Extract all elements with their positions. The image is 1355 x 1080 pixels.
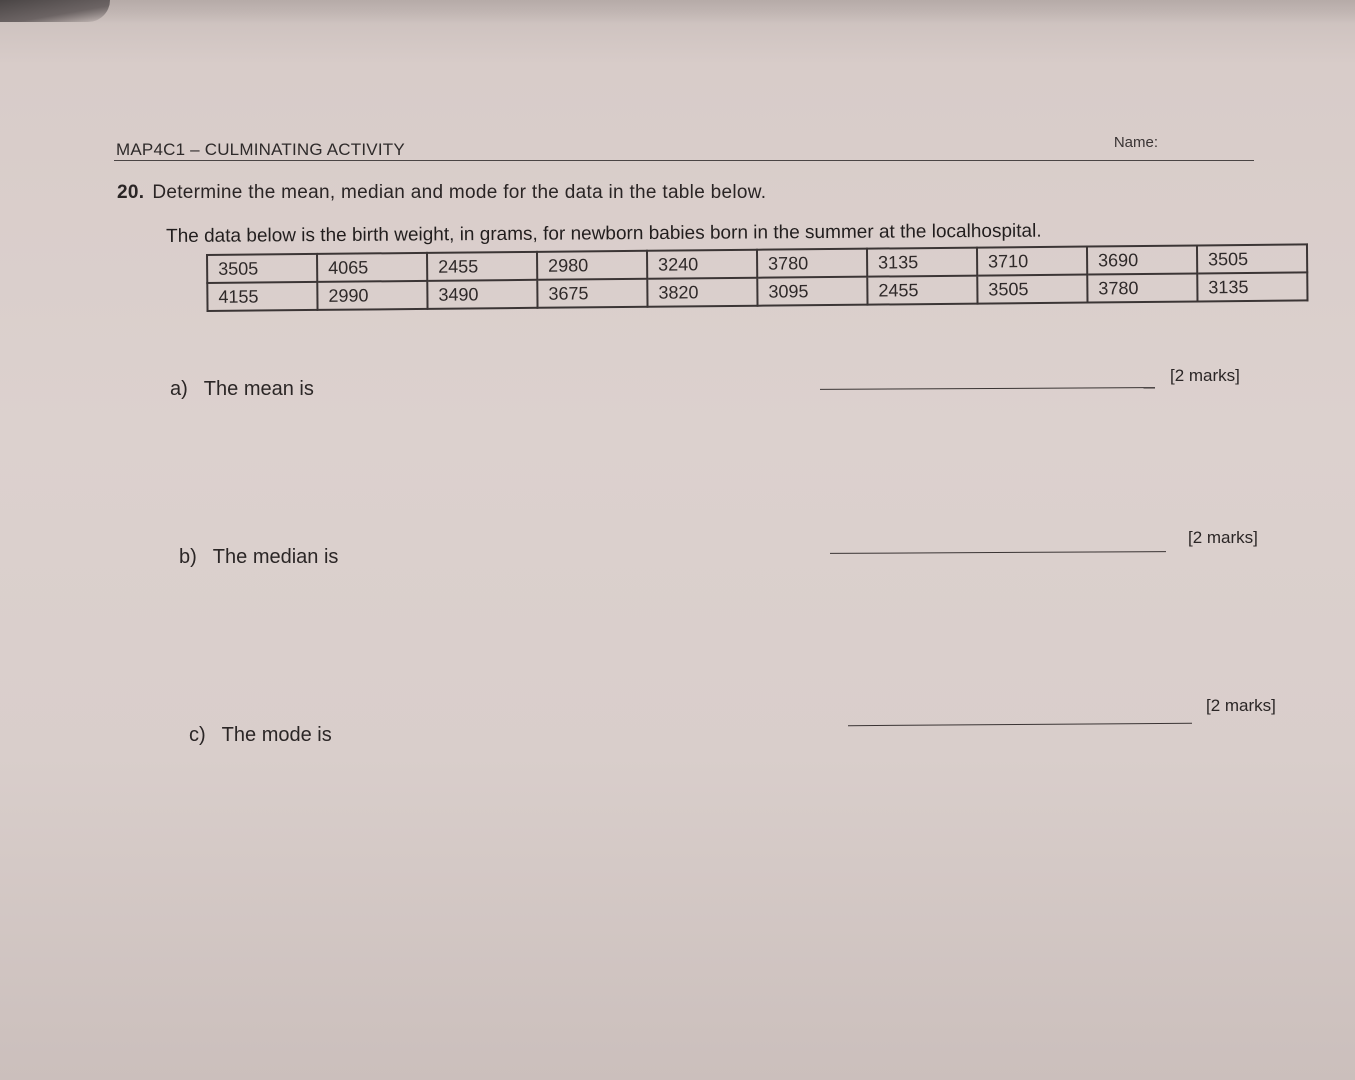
part-b: [179, 546, 338, 569]
part-c: [189, 724, 332, 747]
marks-c: [2 marks]: [1206, 696, 1276, 715]
table-cell: 3505: [207, 254, 317, 283]
table-cell: 4155: [207, 282, 317, 311]
answer-line-mode[interactable]: [848, 723, 1192, 726]
birth-weight-table: [206, 243, 1309, 312]
course-title: MAP4C1 – CULMINATING ACTIVITY: [116, 140, 405, 159]
question-text: Determine the mean, median and mode for the data in the table below.: [152, 182, 767, 203]
table-cell: 3710: [977, 247, 1087, 276]
answer-line-median[interactable]: [830, 551, 1166, 554]
table-cell: 3690: [1087, 245, 1197, 274]
name-label: Name:: [1113, 134, 1158, 151]
part-c-label: The mode is: [221, 724, 332, 746]
part-a-label: The mean is: [203, 378, 314, 400]
question-prompt: [117, 182, 766, 204]
table-cell: 3135: [867, 248, 977, 277]
table-cell: 2980: [537, 251, 647, 280]
table-cell: 3135: [1197, 272, 1307, 301]
worksheet-header: [114, 136, 1254, 161]
table-cell: 3095: [757, 277, 867, 306]
marks-a: [2 marks]: [1170, 366, 1240, 385]
table-cell: 3505: [1197, 244, 1307, 273]
table-cell: 3675: [537, 279, 647, 308]
part-c-letter: c): [189, 724, 206, 746]
part-b-letter: b): [179, 546, 197, 568]
table-cell: 3505: [977, 275, 1087, 304]
part-a-letter: a): [170, 378, 188, 400]
part-b-label: The median is: [212, 546, 339, 568]
table-cell: 4065: [317, 253, 427, 282]
table-cell: 2455: [427, 252, 537, 281]
table-cell: 3490: [427, 280, 537, 309]
table-cell: 3780: [1087, 273, 1197, 302]
table-cell: 3240: [647, 250, 757, 279]
table-cell: 2455: [867, 276, 977, 305]
question-number: 20.: [117, 182, 145, 203]
table-cell: 3820: [647, 278, 757, 307]
table-cell: 3780: [757, 249, 867, 278]
data-description: The data below is the birth weight, in grams, for newborn babies born in the summer at the localhospital.: [166, 220, 1042, 247]
marks-b: [2 marks]: [1188, 528, 1258, 547]
answer-line-mean[interactable]: [820, 387, 1155, 390]
part-a: [170, 378, 314, 401]
table-cell: 2990: [317, 281, 427, 310]
